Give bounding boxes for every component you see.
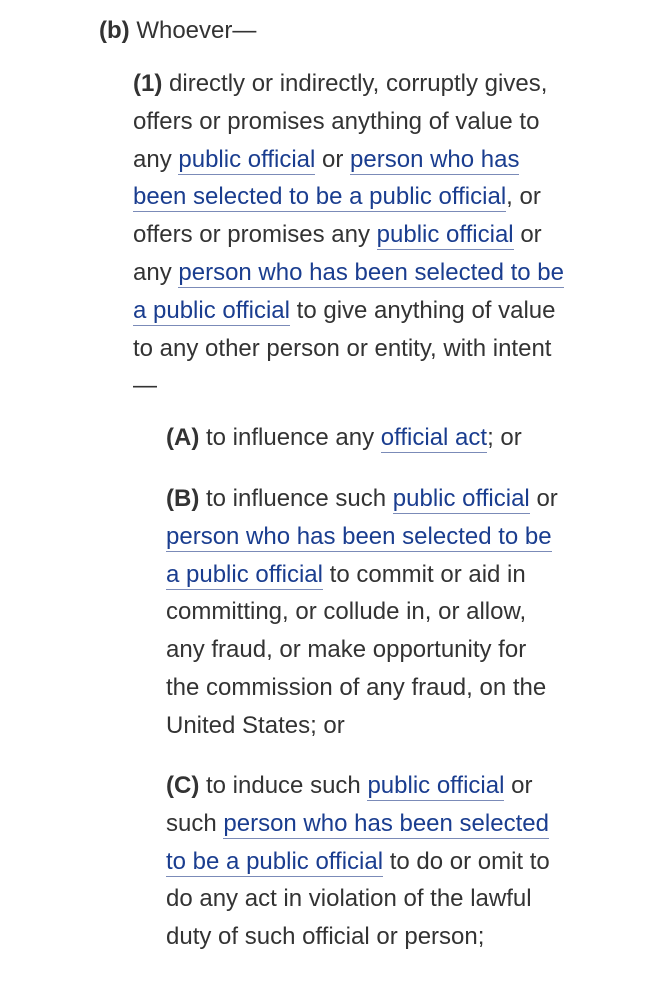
section-b xyxy=(99,12,619,50)
subparagraph-a-text-2: ; or xyxy=(487,424,522,451)
subparagraph-a-label: (A) xyxy=(166,424,200,451)
definition-link-person-selected[interactable]: person who has been selected to be a public official xyxy=(166,522,552,588)
definition-link-person-selected[interactable]: person who has been selected to be a public official xyxy=(133,145,520,211)
definition-link-person-selected[interactable]: person who has been selected to be a public official xyxy=(133,258,564,324)
paragraph-1 xyxy=(133,65,573,405)
subparagraph-b-text-2: or xyxy=(536,485,558,512)
subparagraph-b xyxy=(166,480,566,745)
subparagraph-c xyxy=(166,767,566,956)
section-b-text: Whoever— xyxy=(136,17,257,44)
definition-link-public-official[interactable]: public official xyxy=(376,221,514,249)
subparagraph-b-label: (B) xyxy=(166,485,200,512)
definition-link-official-act[interactable]: official act xyxy=(380,424,488,451)
paragraph-1-text-4: or any xyxy=(133,221,542,286)
subparagraph-a xyxy=(166,419,586,457)
subparagraph-b-text-1: to influence such xyxy=(206,485,387,512)
subparagraph-c-text-3: to do or omit to do any act in violation of the lawful duty of such official or person; xyxy=(166,847,550,951)
paragraph-1-text-1: directly or indirectly, corruptly gives, offers or promises anything of value to any xyxy=(133,70,548,173)
definition-link-public-official[interactable]: public official xyxy=(392,485,530,512)
subparagraph-c-text-1: to induce such xyxy=(206,772,361,799)
definition-link-public-official[interactable]: public official xyxy=(367,772,505,799)
subparagraph-b-text-3: to commit or aid in committing, or collude in, or allow, any fraud, or make opportunity for the commission of any fraud, on the United States; or xyxy=(166,560,547,739)
subparagraph-c-text-2: or such xyxy=(166,772,533,837)
paragraph-1-text-2: or xyxy=(322,145,344,173)
subparagraph-c-label: (C) xyxy=(166,772,200,799)
definition-link-person-selected[interactable]: person who has been selected to be a public official xyxy=(166,809,549,875)
definition-link-public-official[interactable]: public official xyxy=(178,145,316,173)
paragraph-1-text-5: to give anything of value to any other person or entity, with intent— xyxy=(133,296,556,400)
subparagraph-a-text-1: to influence any xyxy=(206,424,375,451)
section-b-label: (b) xyxy=(99,17,130,44)
paragraph-1-text-3: , or offers or promises any xyxy=(133,183,541,249)
paragraph-1-label: (1) xyxy=(133,70,163,97)
